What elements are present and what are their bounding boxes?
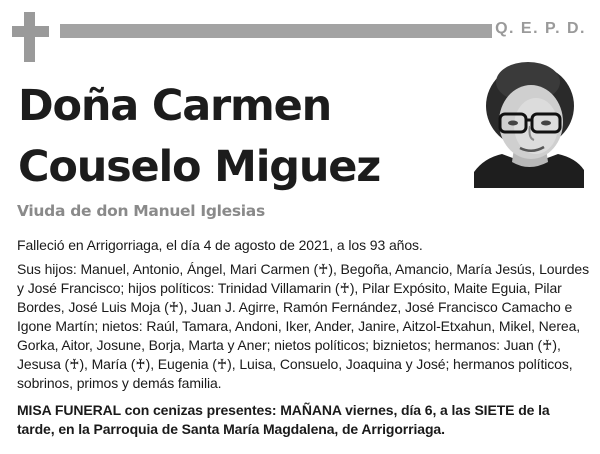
header-bar bbox=[60, 24, 492, 38]
funeral-text: MISA FUNERAL con cenizas presentes: MAÑANA viernes, día 6, a las SIETE de la tarde, en la Parroquia de Santa María Magdalena, de Arrigorriaga. bbox=[17, 402, 550, 437]
widow-of-line: Viuda de don Manuel Iglesias bbox=[17, 202, 265, 220]
family-text: Sus hijos: Manuel, Antonio, Ángel, Mari Carmen (♰), Begoña, Amancio, María Jesús, Lourdes y José Francisco; hijos políticos: Trinidad Villamarin (♰), Pilar Expósito, Maite Eguia, Pilar Bordes, José Luis Moja (♰), Juan J. Agirre, Ramón Fernández, José Francisco Camacho e Igone Martín; nietos: Raúl, Tamara, Andoni, Iker, Ander, Janire, Aitzol-Etxahun, Mikel, Nerea, Gorka, Aitor, Josune, Borja, Marta y Aner; nietos políticos; biznietos; hermanos: Juan (♰), Jesusa (♰), María (♰), Eugenia (♰), Luisa, Consuelo, Joaquina y José; hermanos políticos, sobrinos, primos y demás familia. bbox=[17, 261, 589, 391]
qepd-label: Q. E. P. D. bbox=[495, 20, 586, 37]
deceased-name-line2: Couselo Miguez bbox=[18, 142, 381, 192]
death-notice-text: Falleció en Arrigorriaga, el día 4 de agosto de 2021, a los 93 años. bbox=[17, 237, 423, 253]
cross-icon bbox=[12, 12, 49, 62]
portrait-photo bbox=[474, 60, 584, 188]
deceased-name-line1: Doña Carmen bbox=[18, 81, 331, 131]
